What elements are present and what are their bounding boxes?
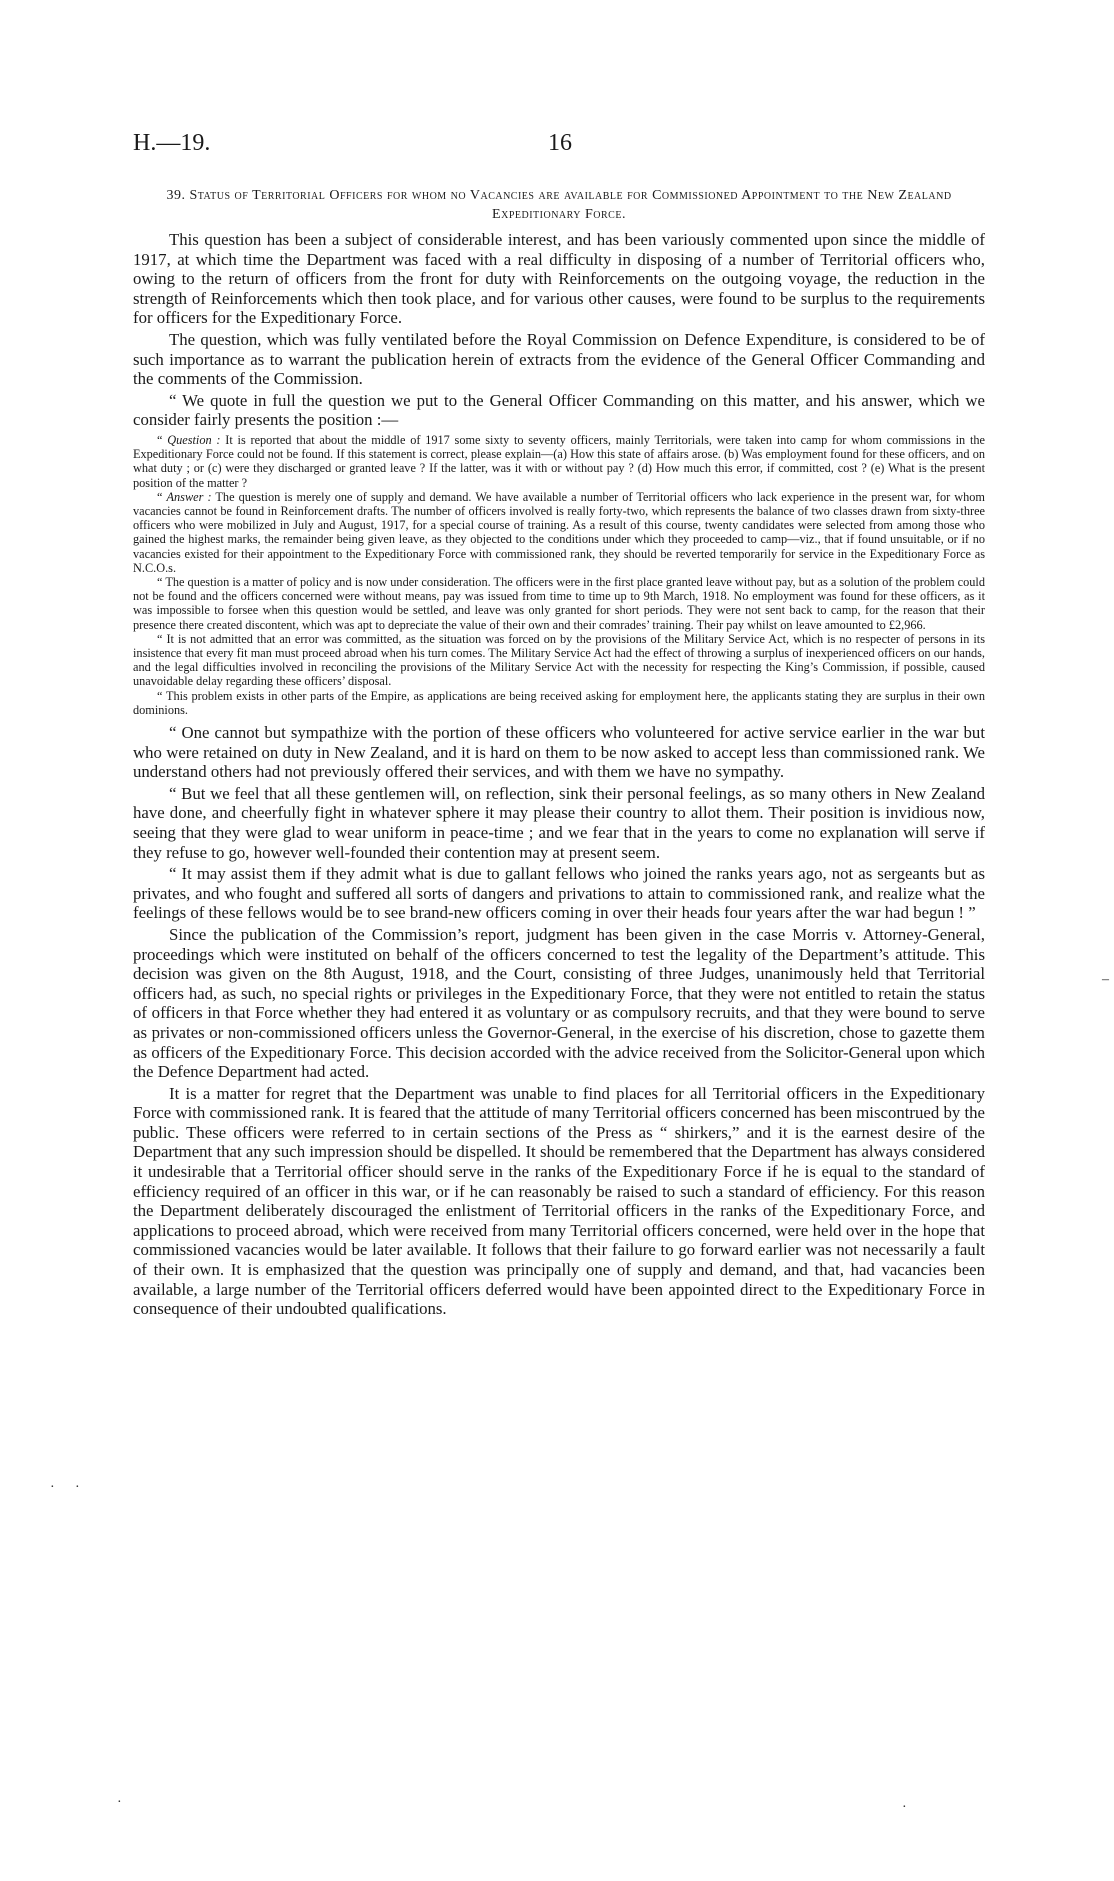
body-paragraph: Since the publication of the Commission’s report, judgment has been given in the case Morris v. Attorney-General, proceedings which were instituted on behalf of the officers concerned to test the legality of the Department’s attitude. This decision was given on the 8th August, 1918, and the Court, consisting of three Judges, unanimously held that Territorial officers had, as such, no special rights or privileges in the Expeditionary Force, that they were not entitled to retain the status of officers in that Force whether they had entered it as voluntary or as compulsory recruits, and that they were bound to serve as privates or non-commissioned officers unless the Governor-General, in the exercise of his discretion, chose to gazette them as officers of the Expeditionary Force. This decision accorded with the advice received from the Solicitor-General upon which the Defence Department had acted.	[133, 924, 985, 1082]
section-heading	[133, 186, 985, 224]
answer-text: The question is merely one of supply and demand. We have available a number of Territorial officers who lack experience in the present war, for whom vacancies cannot be found in Reinforcement drafts. The number of officers involved is really forty-two, which represents the balance of two classes drawn from sixty-three officers who were mobilized in July and August, 1917, for a special course of training. As a result of this course, twenty candidates were selected from among those who gained the highest marks, the remainder being given leave, as they objected to the conditions under which they proceeded to camp—viz., that if found unsuitable, or if no vacancies existed for their appointment to the Expeditionary Force with commissioned rank, they should be reverted temporarily for service in the Expeditionary Force as N.C.O.s.	[133, 489, 985, 575]
document-reference: H.—19.	[133, 130, 211, 156]
question-paragraph: “ Question : It is reported that about the middle of 1917 some sixty to seventy officers, mainly Territorials, were taken into camp for whom commissions in the Expeditionary Force could not be found. If this statement is correct, please explain—(a) How this state of affairs arose. (b) Was employment found for these officers, and on what duty ; or (c) were they discharged or granted leave ? If the latter, was it with or without pay ? (d) How much this error, if committed, cost ? (e) What is the present position of the matter ?	[133, 432, 985, 490]
margin-mark: ·	[75, 1480, 80, 1495]
section-number: 39.	[166, 188, 186, 203]
answer-continuation: “ This problem exists in other parts of the Empire, as applications are being received asking for employment here, the applicants stating they are surplus in their own dominions.	[133, 688, 985, 717]
margin-mark: –	[1102, 972, 1109, 987]
body-paragraph: “ But we feel that all these gentlemen will, on reflection, sink their personal feelings, as so many others in New Zealand have done, and cheerfully fight in whatever sphere it may please their country to allot them. Their position is invidious now, seeing that they were glad to wear uniform in peace-time ; and we fear that in the years to come no explanation will serve if they refuse to go, however well-founded their contention may at present seem.	[133, 783, 985, 862]
page-content	[133, 186, 985, 1321]
body-paragraph: It is a matter for regret that the Department was unable to find places for all Territorial officers in the Expeditionary Force with commissioned rank. It is feared that the attitude of many Territorial officers concerned has been miscontrued by the public. These officers were referred to in certain sections of the Press as “ shirkers,” and it is the earnest desire of the Department that any such impression should be dispelled. It should be remembered that the Department has always considered it undesirable that a Territorial officer should serve in the ranks of the Expeditionary Force if he is equal to the standard of efficiency required of an officer in this war, or if he can reasonably be raised to such a standard of efficiency. For this reason the Department deliberately discouraged the enlistment of Territorial officers in the ranks of the Expeditionary Force, and applications to proceed abroad, which were received from many Territorial officers concerned, were held over in the hope that commissioned vacancies would be later available. It follows that their failure to go forward earlier was not necessarily a fault of their own. It is emphasized that the question was principally one of supply and demand, and that, had vacancies been available, a large number of the Territorial officers deferred would have been appointed direct to the Expeditionary Force in consequence of their undoubted qualifications.	[133, 1083, 985, 1319]
body-paragraph: This question has been a subject of considerable interest, and has been variously commented upon since the middle of 1917, at which time the Department was faced with a real difficulty in disposing of a number of Territorial officers who, owing to the return of officers from the front for duty with Reinforcements on the outgoing voyage, the reduction in the strength of Reinforcements which then took place, and for various other causes, were found to be surplus to the requirements for officers for the Expeditionary Force.	[133, 230, 985, 328]
margin-mark: ·	[50, 1480, 55, 1495]
body-paragraph: “ It may assist them if they admit what is due to gallant fellows who joined the ranks years ago, not as sergeants but as privates, and who fought and suffered all sorts of dangers and privations to attain to commissioned rank, and realize what the feelings of these fellows would be to see brand-new officers coming in over their heads four years after the war had begun ! ”	[133, 864, 985, 923]
question-text: It is reported that about the middle of 1917 some sixty to seventy officers, mainly Territorials, were taken into camp for whom commissions in the Expeditionary Force could not be found. If this statement is correct, please explain—(a) How this state of affairs arose. (b) Was employment found for these officers, and on what duty ; or (c) were they discharged or granted leave ? If the latter, was it with or without pay ? (d) How much this error, if committed, cost ? (e) What is the present position of the matter ?	[133, 432, 985, 490]
margin-mark: ·	[117, 1795, 122, 1810]
evidence-quote	[133, 433, 985, 717]
margin-mark: ·	[902, 1800, 907, 1815]
answer-label: Answer :	[166, 489, 212, 504]
body-paragraph: The question, which was fully ventilated before the Royal Commission on Defence Expenditure, is considered to be of such importance as to warrant the publication herein of extracts from the evidence of the General Officer Commanding and the comments of the Commission.	[133, 329, 985, 389]
section-title: Status of Territorial Officers for whom no Vacancies are available for Commissioned Appointment to the New Zealand Expeditionary Force.	[189, 188, 952, 222]
question-label: Question :	[167, 432, 221, 447]
answer-paragraph: “ Answer : The question is merely one of supply and demand. We have available a number of Territorial officers who lack experience in the present war, for whom vacancies cannot be found in Reinforcement drafts. The number of officers involved is really forty-two, which represents the balance of two classes drawn from sixty-three officers who were mobilized in July and August, 1917, for a special course of training. As a result of this course, twenty candidates were selected from among those who gained the highest marks, the remainder being given leave, as they objected to the conditions under which they proceeded to camp—viz., that if found unsuitable, or if no vacancies existed for their appointment to the Expeditionary Force with commissioned rank, they should be reverted temporarily for service in the Expeditionary Force as N.C.O.s.	[133, 489, 985, 575]
body-paragraph: “ We quote in full the question we put to the General Officer Commanding on this matter, and his answer, which we consider fairly presents the position :—	[133, 390, 985, 430]
answer-continuation: “ The question is a matter of policy and is now under consideration. The officers were in the first place granted leave without pay, but as a solution of the problem could not be found and the officers concerned were without means, pay was issued from time to time up to 9th March, 1918. No employment was found for these officers, as it was impossible to forsee when this question would be settled, and leave was only granted for short periods. They were not sent back to camp, for the reason that their presence there created discontent, which was apt to depreciate the value of their own and their comrades’ training. Their pay whilst on leave amounted to £2,966.	[133, 574, 985, 632]
answer-continuation: “ It is not admitted that an error was committed, as the situation was forced on by the provisions of the Military Service Act, which is no respecter of persons in its insistence that every fit man must proceed abroad when his turn comes. The Military Service Act had the effect of throwing a surplus of inexperienced officers on our hands, and the legal difficulties involved in reconciling the provisions of the Military Service Act with the necessity for respecting the King’s Commission, if possible, caused unavoidable delay regarding these officers’ disposal.	[133, 631, 985, 689]
page-number: 16	[548, 130, 572, 156]
body-paragraph: “ One cannot but sympathize with the portion of these officers who volunteered for active service earlier in the war but who were retained on duty in New Zealand, and it is hard on them to be now asked to accept less than commissioned rank. We understand others had not previously offered their services, and with them we have no sympathy.	[133, 723, 985, 782]
page-header	[133, 130, 973, 162]
